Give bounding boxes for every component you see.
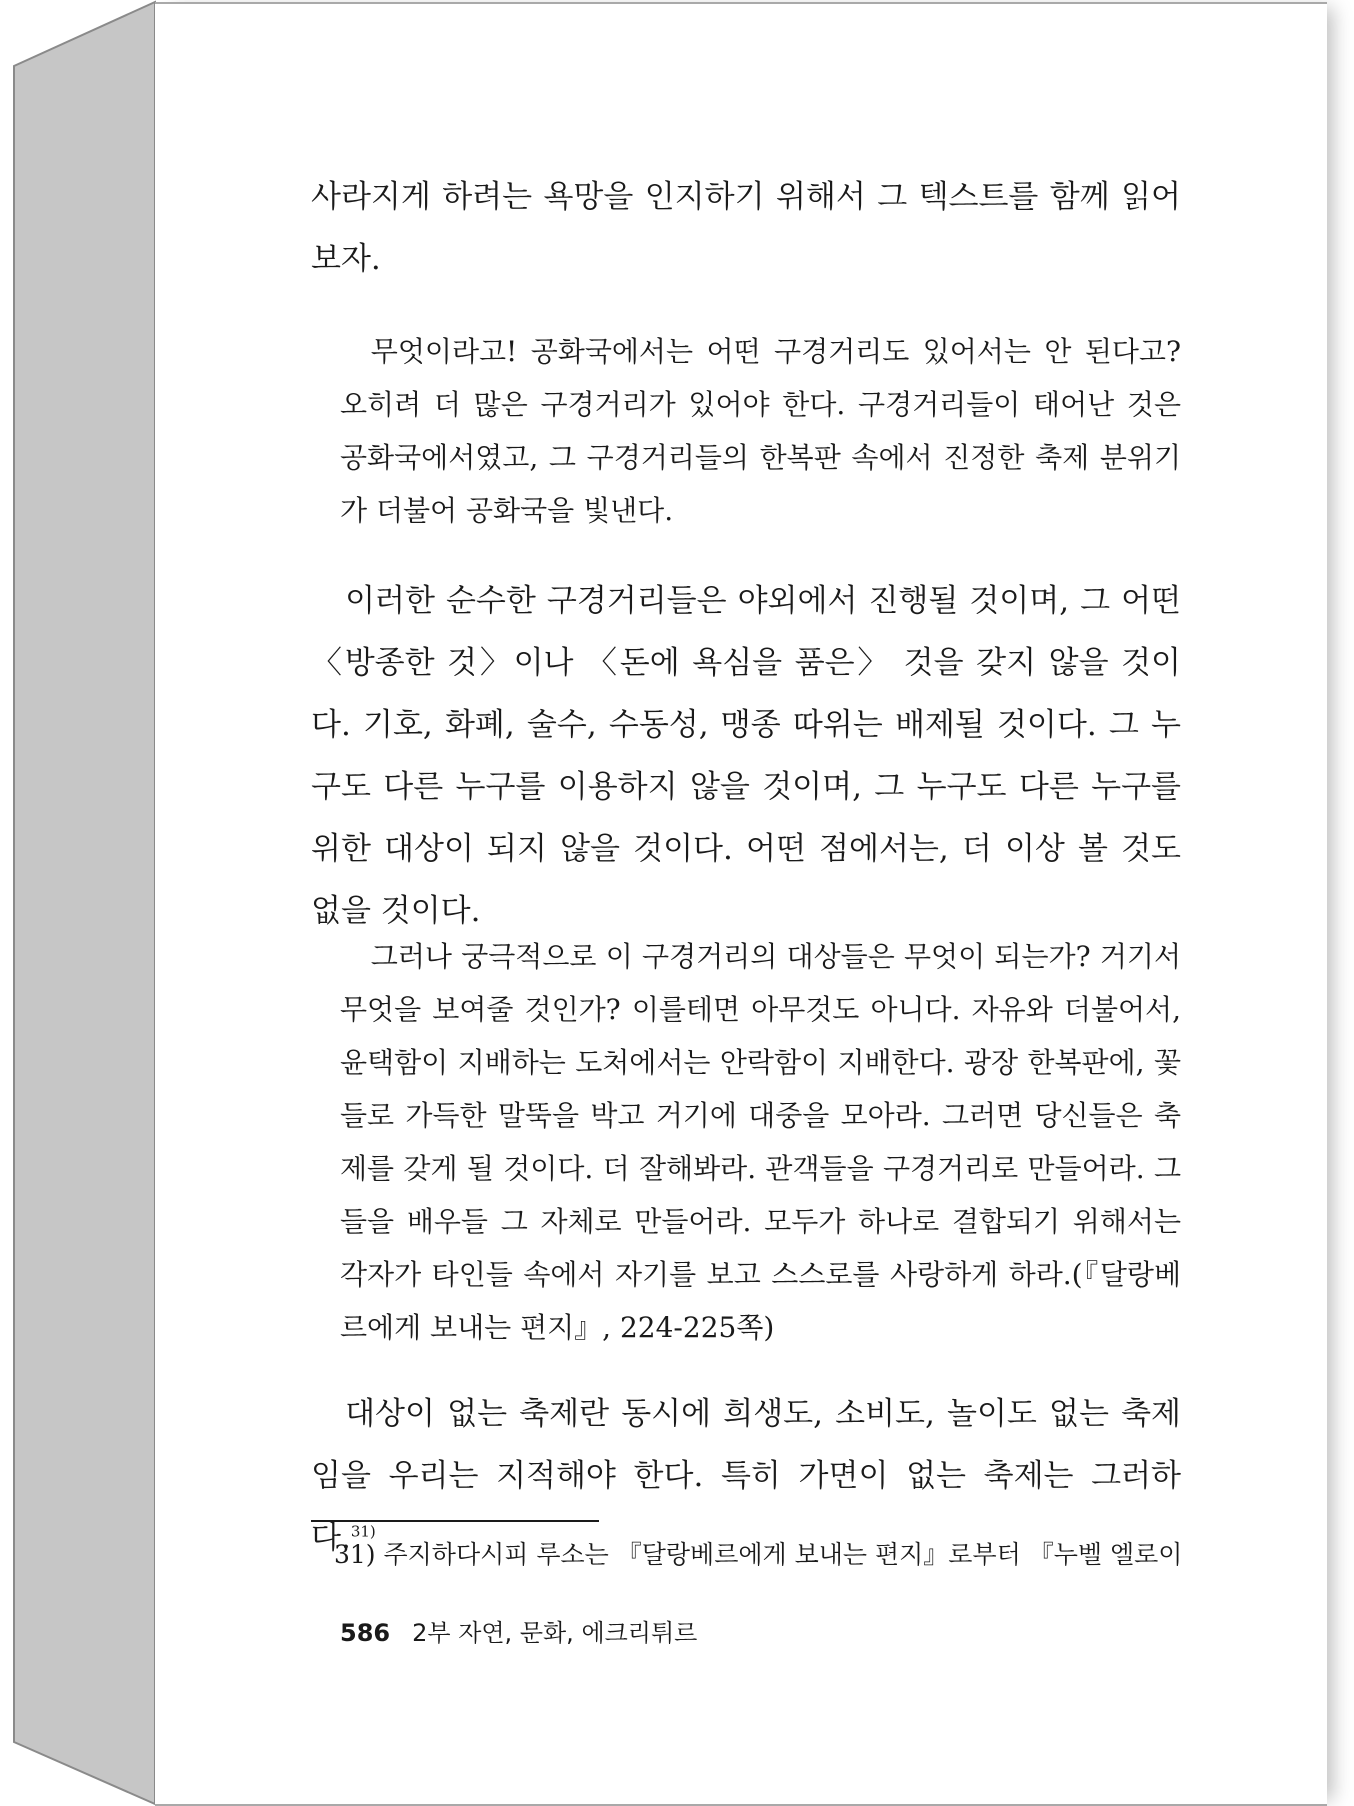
body-paragraph-1: 사라지게 하려는 욕망을 인지하기 위해서 그 텍스트를 함께 읽어 보자. — [311, 179, 1181, 277]
block-quote-1: 무엇이라고! 공화국에서는 어떤 구경거리도 있어서는 안 된다고? 오히려 더 많은 구경거리가 있어야 한다. 구경거리들이 태어난 것은 공화국에서였고, 그 구경거리들의 한복판 속에서 진정한 축제 분위기가 더불어 공화국을 빛낸다. — [340, 335, 1181, 527]
page-footer — [340, 1613, 697, 1653]
body-paragraph-3-text: 대상이 없는 축제란 동시에 희생도, 소비도, 놀이도 없는 축제임을 우리는 지적해야 한다. 특히 가면이 없는 축제는 그러하다. — [311, 1396, 1181, 1556]
book-spine — [0, 0, 160, 1806]
section-title: 2부 자연, 문화, 에크리튀르 — [412, 1619, 698, 1647]
footnote-divider — [311, 1520, 599, 1522]
block-quote-2: 그러나 궁극적으로 이 구경거리의 대상들은 무엇이 되는가? 거기서 무엇을 보여줄 것인가? 이를테면 아무것도 아니다. 자유와 더불어서, 윤택함이 지배하는 도처에서는 안락함이 지배한다. 광장 한복판에, 꽃들로 가득한 말뚝을 박고 거기에 대중을 모아라. 그러면 당신들은 축제를 갖게 될 것이다. 더 잘해봐라. 관객들을 구경거리로 만들어라. 그들을 배우들 그 자체로 만들어라. 모두가 하나로 결합되기 위해서는 각자가 타인들 속에서 자기를 보고 스스로를 사랑하게 하라.(『달랑베르에게 보내는 편지』, 224-225쪽) — [340, 940, 1181, 1344]
page-number: 586 — [340, 1619, 391, 1647]
footnote-reference: 31) — [350, 1522, 376, 1541]
footnote: 31) 주지하다시피 루소는 『달랑베르에게 보내는 편지』로부터 『누벨 엘로이 — [334, 1540, 1183, 1569]
body-paragraph-2: 이러한 순수한 구경거리들은 야외에서 진행될 것이며, 그 어떤 〈방종한 것〉이나 〈돈에 욕심을 품은〉 것을 갖지 않을 것이다. 기호, 화폐, 술수, 수동성, 맹종 따위는 배제될 것이다. 그 누구도 다른 누구를 이용하지 않을 것이며, 그 누구도 다른 누구를 위한 대상이 되지 않을 것이다. 어떤 점에서는, 더 이상 볼 것도 없을 것이다. — [311, 583, 1181, 929]
